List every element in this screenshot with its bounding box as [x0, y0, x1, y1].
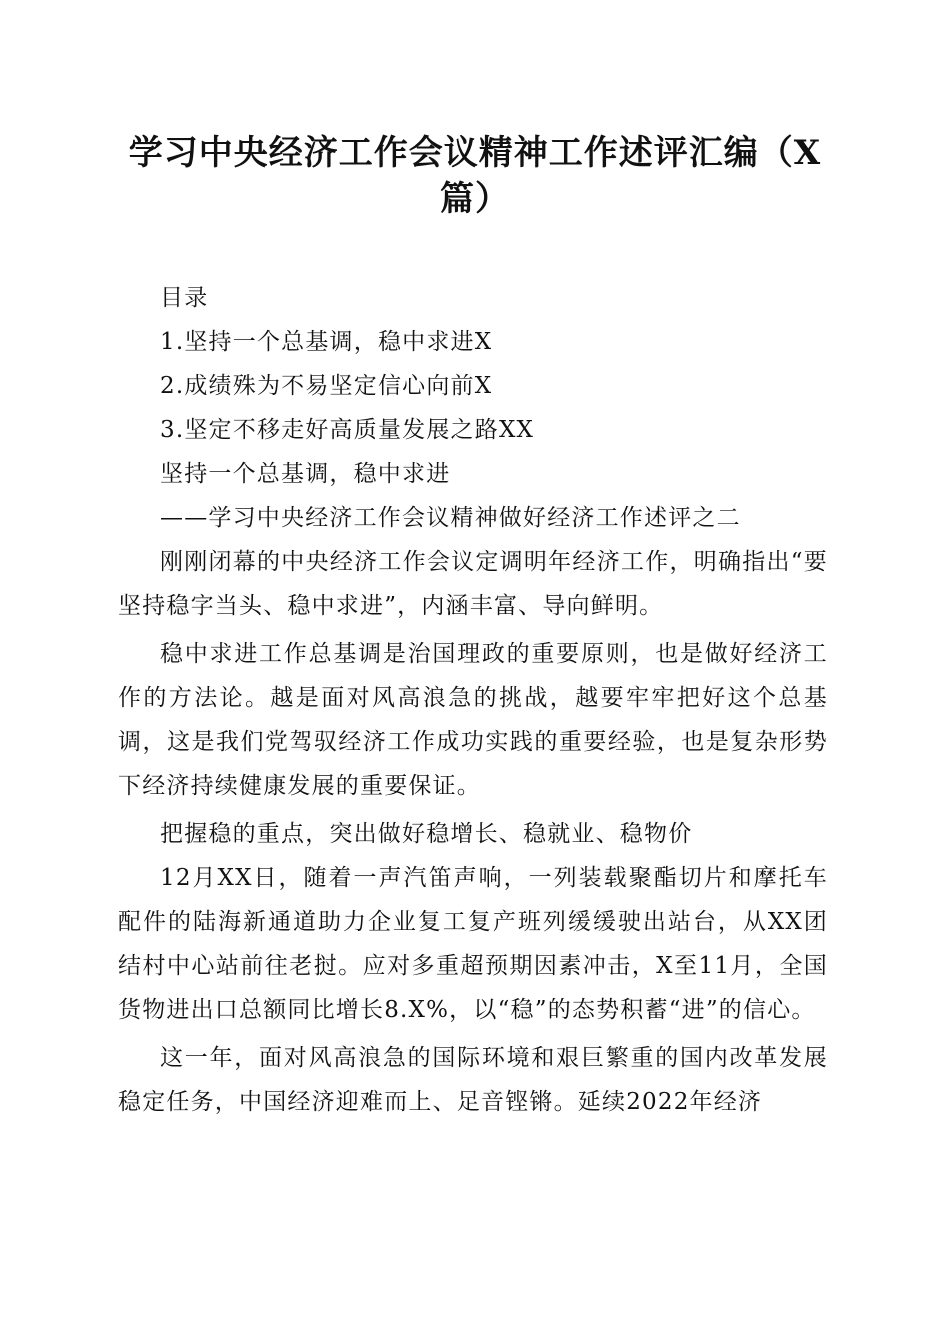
- document-body: [118, 276, 828, 1124]
- article-subtitle: ——学习中央经济工作会议精神做好经济工作述评之二: [160, 505, 741, 531]
- toc-heading: 目录: [160, 285, 209, 311]
- toc-item: 2.成绩殊为不易坚定信心向前X: [160, 373, 493, 399]
- article-title: 坚持一个总基调，稳中求进: [160, 461, 451, 487]
- body-paragraph: 稳中求进工作总基调是治国理政的重要原则，也是做好经济工作的方法论。越是面对风高浪急的挑战，越要牢牢把好这个总基调，这是我们党驾驭经济工作成功实践的重要经验，也是复杂形势下经济持续健康发展的重要保证。: [118, 641, 828, 799]
- section-heading: 把握稳的重点，突出做好稳增长、稳就业、稳物价: [160, 821, 693, 847]
- body-paragraph: 这一年，面对风高浪急的国际环境和艰巨繁重的国内改革发展稳定任务，中国经济迎难而上、足音铿锵。延续2022年经济: [118, 1045, 828, 1115]
- body-paragraph: 12月XX日，随着一声汽笛声响，一列装载聚酯切片和摩托车配件的陆海新通道助力企业复工复产班列缓缓驶出站台，从XX团结村中心站前往老挝。应对多重超预期因素冲击，X至11月，全国货物进出口总额同比增长8.X%，以“稳”的态势积蓄“进”的信心。: [118, 865, 828, 1023]
- document-title: 学习中央经济工作会议精神工作述评汇编（X篇）: [128, 133, 822, 219]
- toc-item: 1.坚持一个总基调，稳中求进X: [160, 329, 493, 355]
- toc-item: 3.坚定不移走好高质量发展之路XX: [160, 417, 535, 443]
- body-paragraph: 刚刚闭幕的中央经济工作会议定调明年经济工作，明确指出“要坚持稳字当头、稳中求进”，内涵丰富、导向鲜明。: [118, 549, 828, 619]
